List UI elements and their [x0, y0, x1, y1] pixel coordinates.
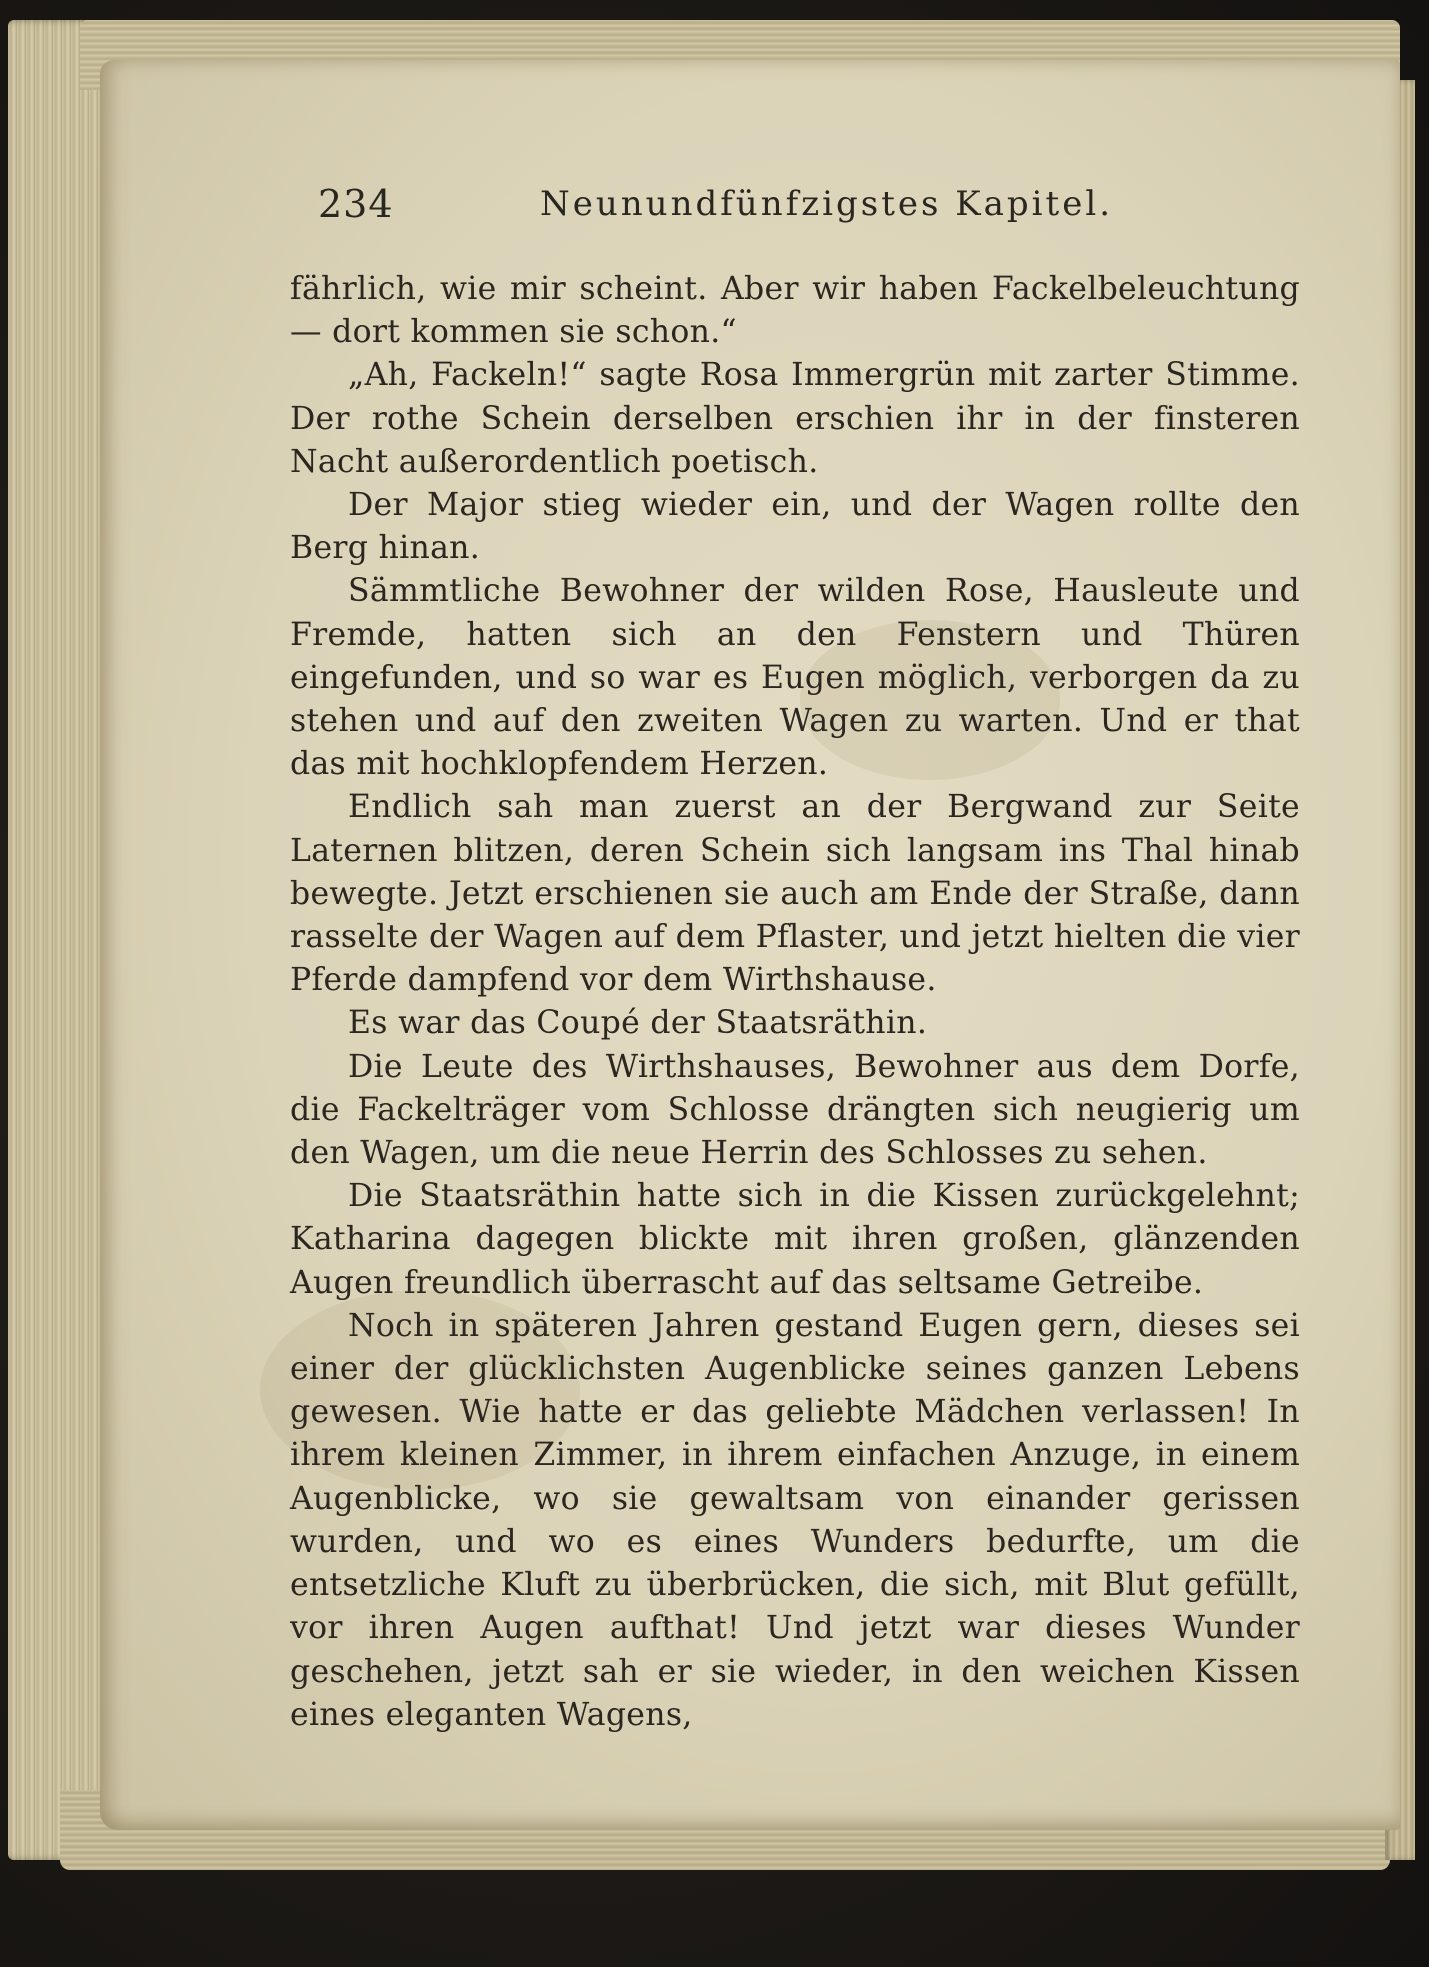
paragraph: Der Major stieg wieder ein, und der Wagen rollte den Berg hinan.: [290, 487, 1300, 567]
page-number: 234: [318, 182, 394, 226]
chapter-title: Neunundfünfzigstes Kapitel.: [540, 184, 1114, 224]
paragraph: Die Leute des Wirthshauses, Bewohner aus dem Dorfe, die Fackelträger vom Schlosse drängten sich neugierig um den Wagen, um die neue Herrin des Schlosses zu sehen.: [290, 1048, 1300, 1172]
body-text: [290, 268, 1300, 1737]
paragraph: fährlich, wie mir scheint. Aber wir haben Fackelbeleuchtung — dort kommen sie schon.“: [290, 271, 1300, 351]
paragraph: Endlich sah man zuerst an der Bergwand zur Seite Laternen blitzen, deren Schein sich langsam ins Thal hinab bewegte. Jetzt erschienen sie auch am Ende der Straße, dann rasselte der Wagen auf dem Pflaster, und jetzt hielten die vier Pferde dampfend vor dem Wirthshause.: [290, 789, 1300, 999]
running-header: [318, 182, 1318, 232]
paragraph: Die Staatsräthin hatte sich in die Kissen zurückgelehnt; Katharina dagegen blickte mit ihren großen, glänzenden Augen freundlich überrascht auf das seltsame Getreibe.: [290, 1178, 1300, 1301]
paragraph: „Ah, Fackeln!“ sagte Rosa Immergrün mit zarter Stimme. Der rothe Schein derselben erschien ihr in der finsteren Nacht außerordentlich poetisch.: [290, 357, 1300, 480]
paragraph: Es war das Coupé der Staatsräthin.: [348, 1005, 928, 1042]
paragraph: Noch in späteren Jahren gestand Eugen gern, dieses sei einer der glücklichsten Augenblicke seines ganzen Lebens gewesen. Wie hatte er das geliebte Mädchen verlassen! In ihrem kleinen Zimmer, in ihrem einfachen Anzuge, in einem Augenblicke, wo sie gewaltsam von einander gerissen wurden, und wo es eines Wunders bedurfte, um die entsetzliche Kluft zu überbrücken, die sich, mit Blut gefüllt, vor ihren Augen aufthat! Und jetzt war dieses Wunder geschehen, jetzt sah er sie wieder, in den weichen Kissen eines eleganten Wagens,: [290, 1307, 1300, 1733]
paragraph: Sämmtliche Bewohner der wilden Rose, Hausleute und Fremde, hatten sich an den Fenstern und Thüren eingefunden, und so war es Eugen möglich, verborgen da zu stehen und auf den zweiten Wagen zu warten. Und er that das mit hochklopfendem Herzen.: [290, 573, 1300, 783]
